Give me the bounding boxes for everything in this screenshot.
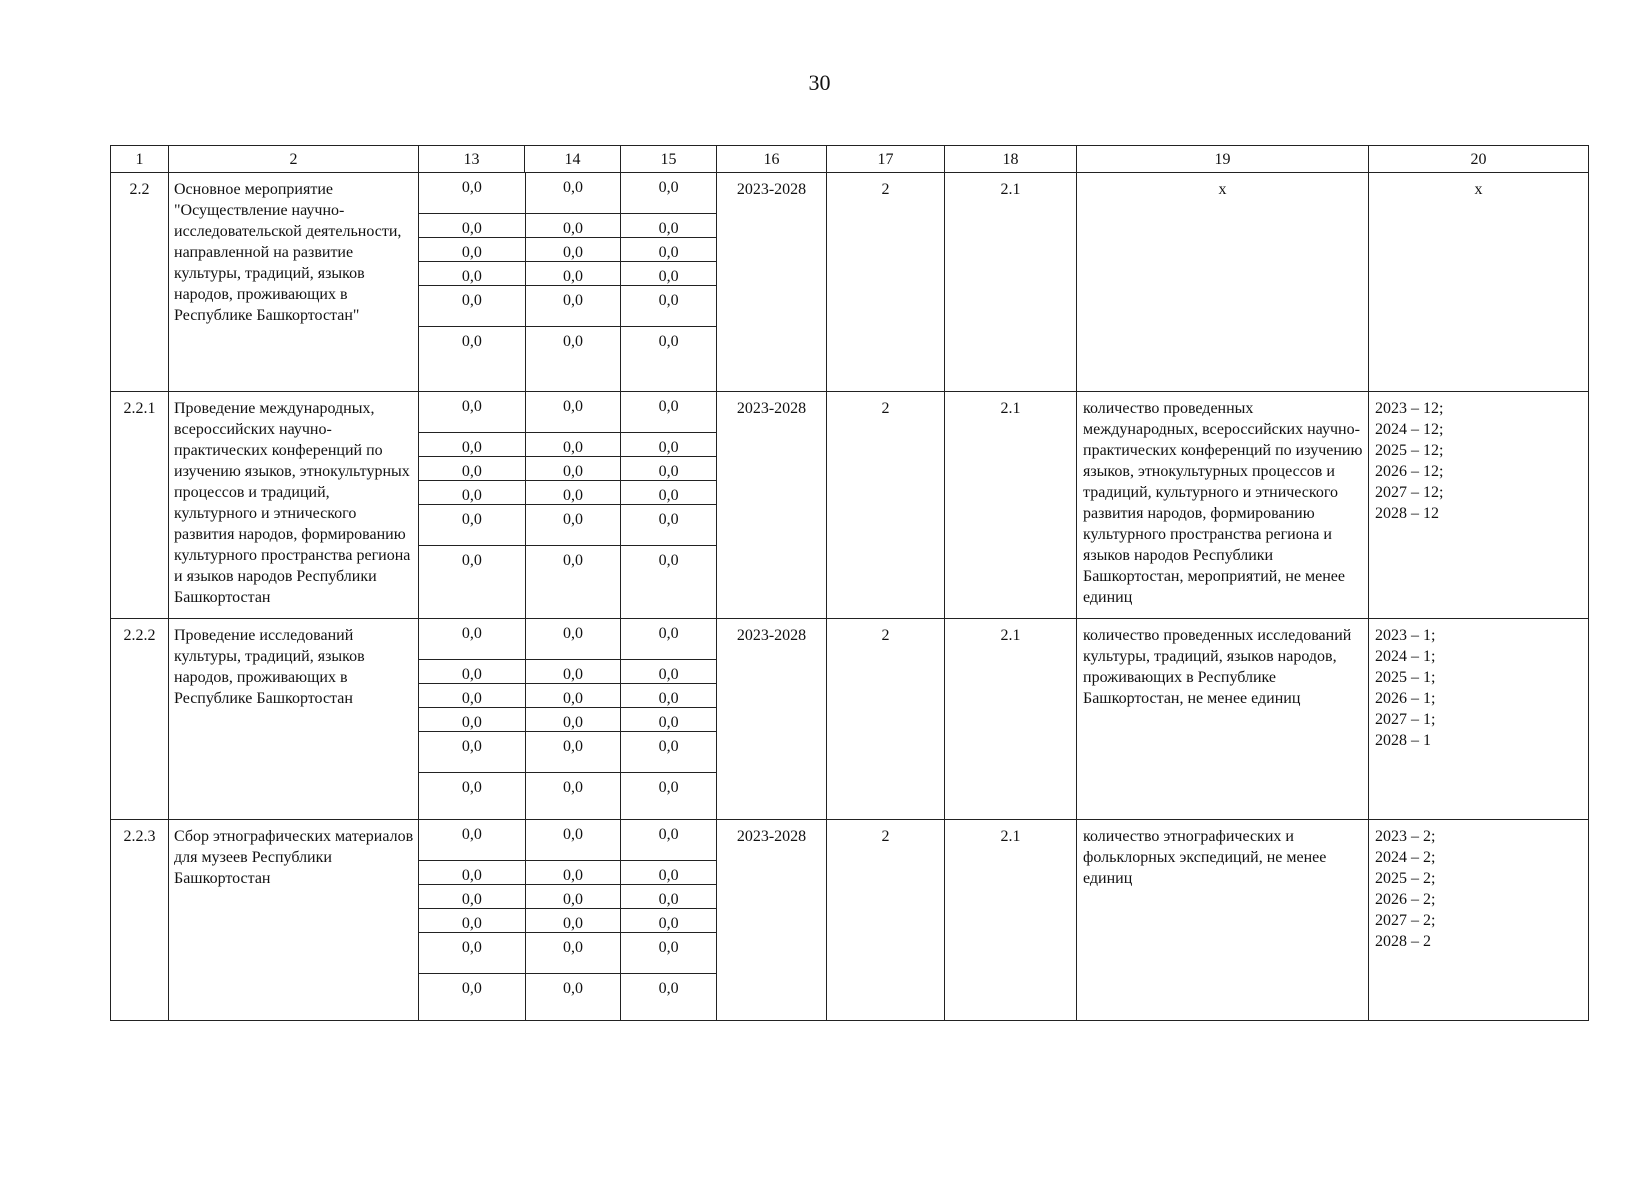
fin-value: 0,0	[461, 511, 482, 528]
col-header: 14	[525, 146, 621, 173]
activity-name: Проведение международных, всероссийских научно-практических конференций по изучению языков, этнокультурных процессов и традиций, культурного и этнического развития народов, формированию культурного пространства региона и языков народов Республики Башкортостан	[169, 392, 419, 619]
col17-value: 2	[827, 820, 945, 1021]
fin-value: 0,0	[461, 980, 482, 997]
col-header: 2	[169, 146, 419, 173]
fin-value: 0,0	[620, 773, 716, 819]
indicator-values	[1369, 619, 1589, 820]
col-header: 1	[111, 146, 169, 173]
fin-value: 0,0	[461, 268, 482, 285]
fin-value: 0,0	[461, 826, 482, 843]
fin-value: 0,0	[620, 262, 716, 285]
fin-value: 0,0	[525, 820, 621, 860]
table-row	[111, 392, 1589, 619]
indicator-value: 2023 – 1;	[1375, 627, 1436, 644]
fin-value: 0,0	[620, 820, 716, 860]
fin-value: 0,0	[620, 708, 716, 731]
fin-value: 0,0	[620, 684, 716, 707]
fin-value: 0,0	[620, 909, 716, 932]
table-row	[111, 619, 1589, 820]
fin-value: 0,0	[620, 433, 716, 456]
activity-name: Проведение исследований культуры, традиций, языков народов, проживающих в Республике Башкортостан	[169, 619, 419, 820]
col18-value: 2.1	[945, 392, 1077, 619]
fin-value: 0,0	[620, 214, 716, 237]
fin-value: 0,0	[525, 327, 621, 391]
fin-value: 0,0	[461, 463, 482, 480]
fin-value: 0,0	[620, 861, 716, 884]
fin-value: 0,0	[525, 708, 621, 731]
fin-value: 0,0	[461, 915, 482, 932]
indicator-value: 2024 – 1;	[1375, 648, 1436, 665]
table-row	[111, 820, 1589, 1021]
col17-value: 2	[827, 619, 945, 820]
indicator-value: 2026 – 12;	[1375, 463, 1444, 480]
fin-value: 0,0	[525, 732, 621, 772]
indicator-value: 2025 – 1;	[1375, 669, 1436, 686]
col18-value: 2.1	[945, 619, 1077, 820]
indicator-value: 2024 – 2;	[1375, 849, 1436, 866]
col18-value: 2.1	[945, 820, 1077, 1021]
indicator-value: 2028 – 12	[1375, 505, 1439, 522]
fin-value: 0,0	[620, 286, 716, 326]
fin-value: 0,0	[525, 619, 621, 659]
activity-name: Сбор этнографических материалов для музеев Республики Башкортостан	[169, 820, 419, 1021]
funding-cells	[419, 619, 717, 820]
page-number: 30	[808, 70, 831, 95]
period: 2023-2028	[717, 173, 827, 392]
fin-value: 0,0	[620, 173, 716, 213]
fin-value: 0,0	[620, 619, 716, 659]
fin-value: 0,0	[461, 690, 482, 707]
fin-value: 0,0	[620, 974, 716, 1020]
col-header: 15	[621, 146, 717, 173]
fin-value: 0,0	[525, 457, 621, 480]
fin-value: 0,0	[525, 238, 621, 261]
indicator-value: 2027 – 12;	[1375, 484, 1444, 501]
indicator-value: 2023 – 2;	[1375, 828, 1436, 845]
indicator-value: 2026 – 1;	[1375, 690, 1436, 707]
fin-value: 0,0	[525, 909, 621, 932]
fin-value: 0,0	[525, 286, 621, 326]
indicator-values	[1369, 820, 1589, 1021]
fin-value: 0,0	[620, 327, 716, 391]
fin-value: 0,0	[620, 457, 716, 480]
fin-value: 0,0	[525, 773, 621, 819]
funding-cells	[419, 173, 717, 392]
indicator: x	[1077, 173, 1369, 392]
fin-value: 0,0	[461, 552, 482, 569]
indicator-value: 2024 – 12;	[1375, 421, 1444, 438]
fin-value: 0,0	[620, 392, 716, 432]
fin-value: 0,0	[620, 885, 716, 908]
period: 2023-2028	[717, 392, 827, 619]
indicator-value: 2023 – 12;	[1375, 400, 1444, 417]
col-header: 20	[1369, 146, 1589, 173]
table-row	[111, 173, 1589, 392]
indicator-value: 2028 – 2	[1375, 933, 1431, 950]
col-header: 17	[827, 146, 945, 173]
indicator: количество проведенных исследований культуры, традиций, языков народов, проживающих в Республике Башкортостан, не менее единиц	[1077, 619, 1369, 820]
fin-value: 0,0	[620, 933, 716, 973]
indicator-value: 2025 – 12;	[1375, 442, 1444, 459]
fin-value: 0,0	[461, 738, 482, 755]
fin-value: 0,0	[525, 262, 621, 285]
indicator: количество проведенных международных, всероссийских научно-практических конференций по изучению языков, этнокультурных процессов и традиций, культурного и этнического развития народов, формированию культурного пространства региона и языков народов Республики Башкортостан, мероприятий, не менее единиц	[1077, 392, 1369, 619]
indicator: количество этнографических и фольклорных экспедиций, не менее единиц	[1077, 820, 1369, 1021]
indicator-value: 2026 – 2;	[1375, 891, 1436, 908]
col-header: 16	[717, 146, 827, 173]
fin-value: 0,0	[620, 481, 716, 504]
row-number: 2.2.1	[111, 392, 169, 619]
fin-value: 0,0	[461, 398, 482, 415]
indicator-value: 2027 – 2;	[1375, 912, 1436, 929]
indicator-values	[1369, 173, 1589, 392]
fin-value: 0,0	[525, 173, 621, 213]
fin-value: 0,0	[525, 546, 621, 618]
fin-value: 0,0	[525, 684, 621, 707]
col17-value: 2	[827, 392, 945, 619]
col-header: 13	[419, 146, 525, 173]
col18-value: 2.1	[945, 173, 1077, 392]
fin-value: 0,0	[620, 660, 716, 683]
fin-value: 0,0	[525, 974, 621, 1020]
program-table	[110, 145, 1589, 1021]
fin-value: 0,0	[620, 546, 716, 618]
indicator-value: x	[1474, 181, 1483, 198]
fin-value: 0,0	[461, 714, 482, 731]
indicator-values	[1369, 392, 1589, 619]
row-number: 2.2	[111, 173, 169, 392]
period: 2023-2028	[717, 619, 827, 820]
fin-value: 0,0	[525, 660, 621, 683]
fin-value: 0,0	[461, 891, 482, 908]
indicator-value: 2028 – 1	[1375, 732, 1431, 749]
fin-value: 0,0	[525, 861, 621, 884]
fin-value: 0,0	[620, 238, 716, 261]
fin-value: 0,0	[461, 487, 482, 504]
fin-value: 0,0	[461, 333, 482, 350]
fin-value: 0,0	[461, 939, 482, 956]
funding-cells	[419, 820, 717, 1021]
indicator-value: 2027 – 1;	[1375, 711, 1436, 728]
fin-value: 0,0	[525, 392, 621, 432]
col17-value: 2	[827, 173, 945, 392]
funding-cells	[419, 392, 717, 619]
fin-value: 0,0	[461, 439, 482, 456]
fin-value: 0,0	[461, 244, 482, 261]
fin-value: 0,0	[525, 481, 621, 504]
fin-value: 0,0	[461, 179, 482, 196]
fin-value: 0,0	[525, 933, 621, 973]
fin-value: 0,0	[461, 625, 482, 642]
fin-value: 0,0	[620, 505, 716, 545]
activity-name: Основное мероприятие "Осуществление научно-исследовательской деятельности, направленной на развитие культуры, традиций, языков народов, проживающих в Республике Башкортостан"	[169, 173, 419, 392]
fin-value: 0,0	[525, 214, 621, 237]
fin-value: 0,0	[525, 505, 621, 545]
fin-value: 0,0	[461, 666, 482, 683]
fin-value: 0,0	[525, 433, 621, 456]
header-row	[111, 146, 1589, 173]
fin-value: 0,0	[461, 220, 482, 237]
fin-value: 0,0	[525, 885, 621, 908]
fin-value: 0,0	[620, 732, 716, 772]
fin-value: 0,0	[461, 779, 482, 796]
row-number: 2.2.2	[111, 619, 169, 820]
indicator-value: 2025 – 2;	[1375, 870, 1436, 887]
period: 2023-2028	[717, 820, 827, 1021]
fin-value: 0,0	[461, 867, 482, 884]
row-number: 2.2.3	[111, 820, 169, 1021]
fin-value: 0,0	[461, 292, 482, 309]
col-header: 19	[1077, 146, 1369, 173]
col-header: 18	[945, 146, 1077, 173]
